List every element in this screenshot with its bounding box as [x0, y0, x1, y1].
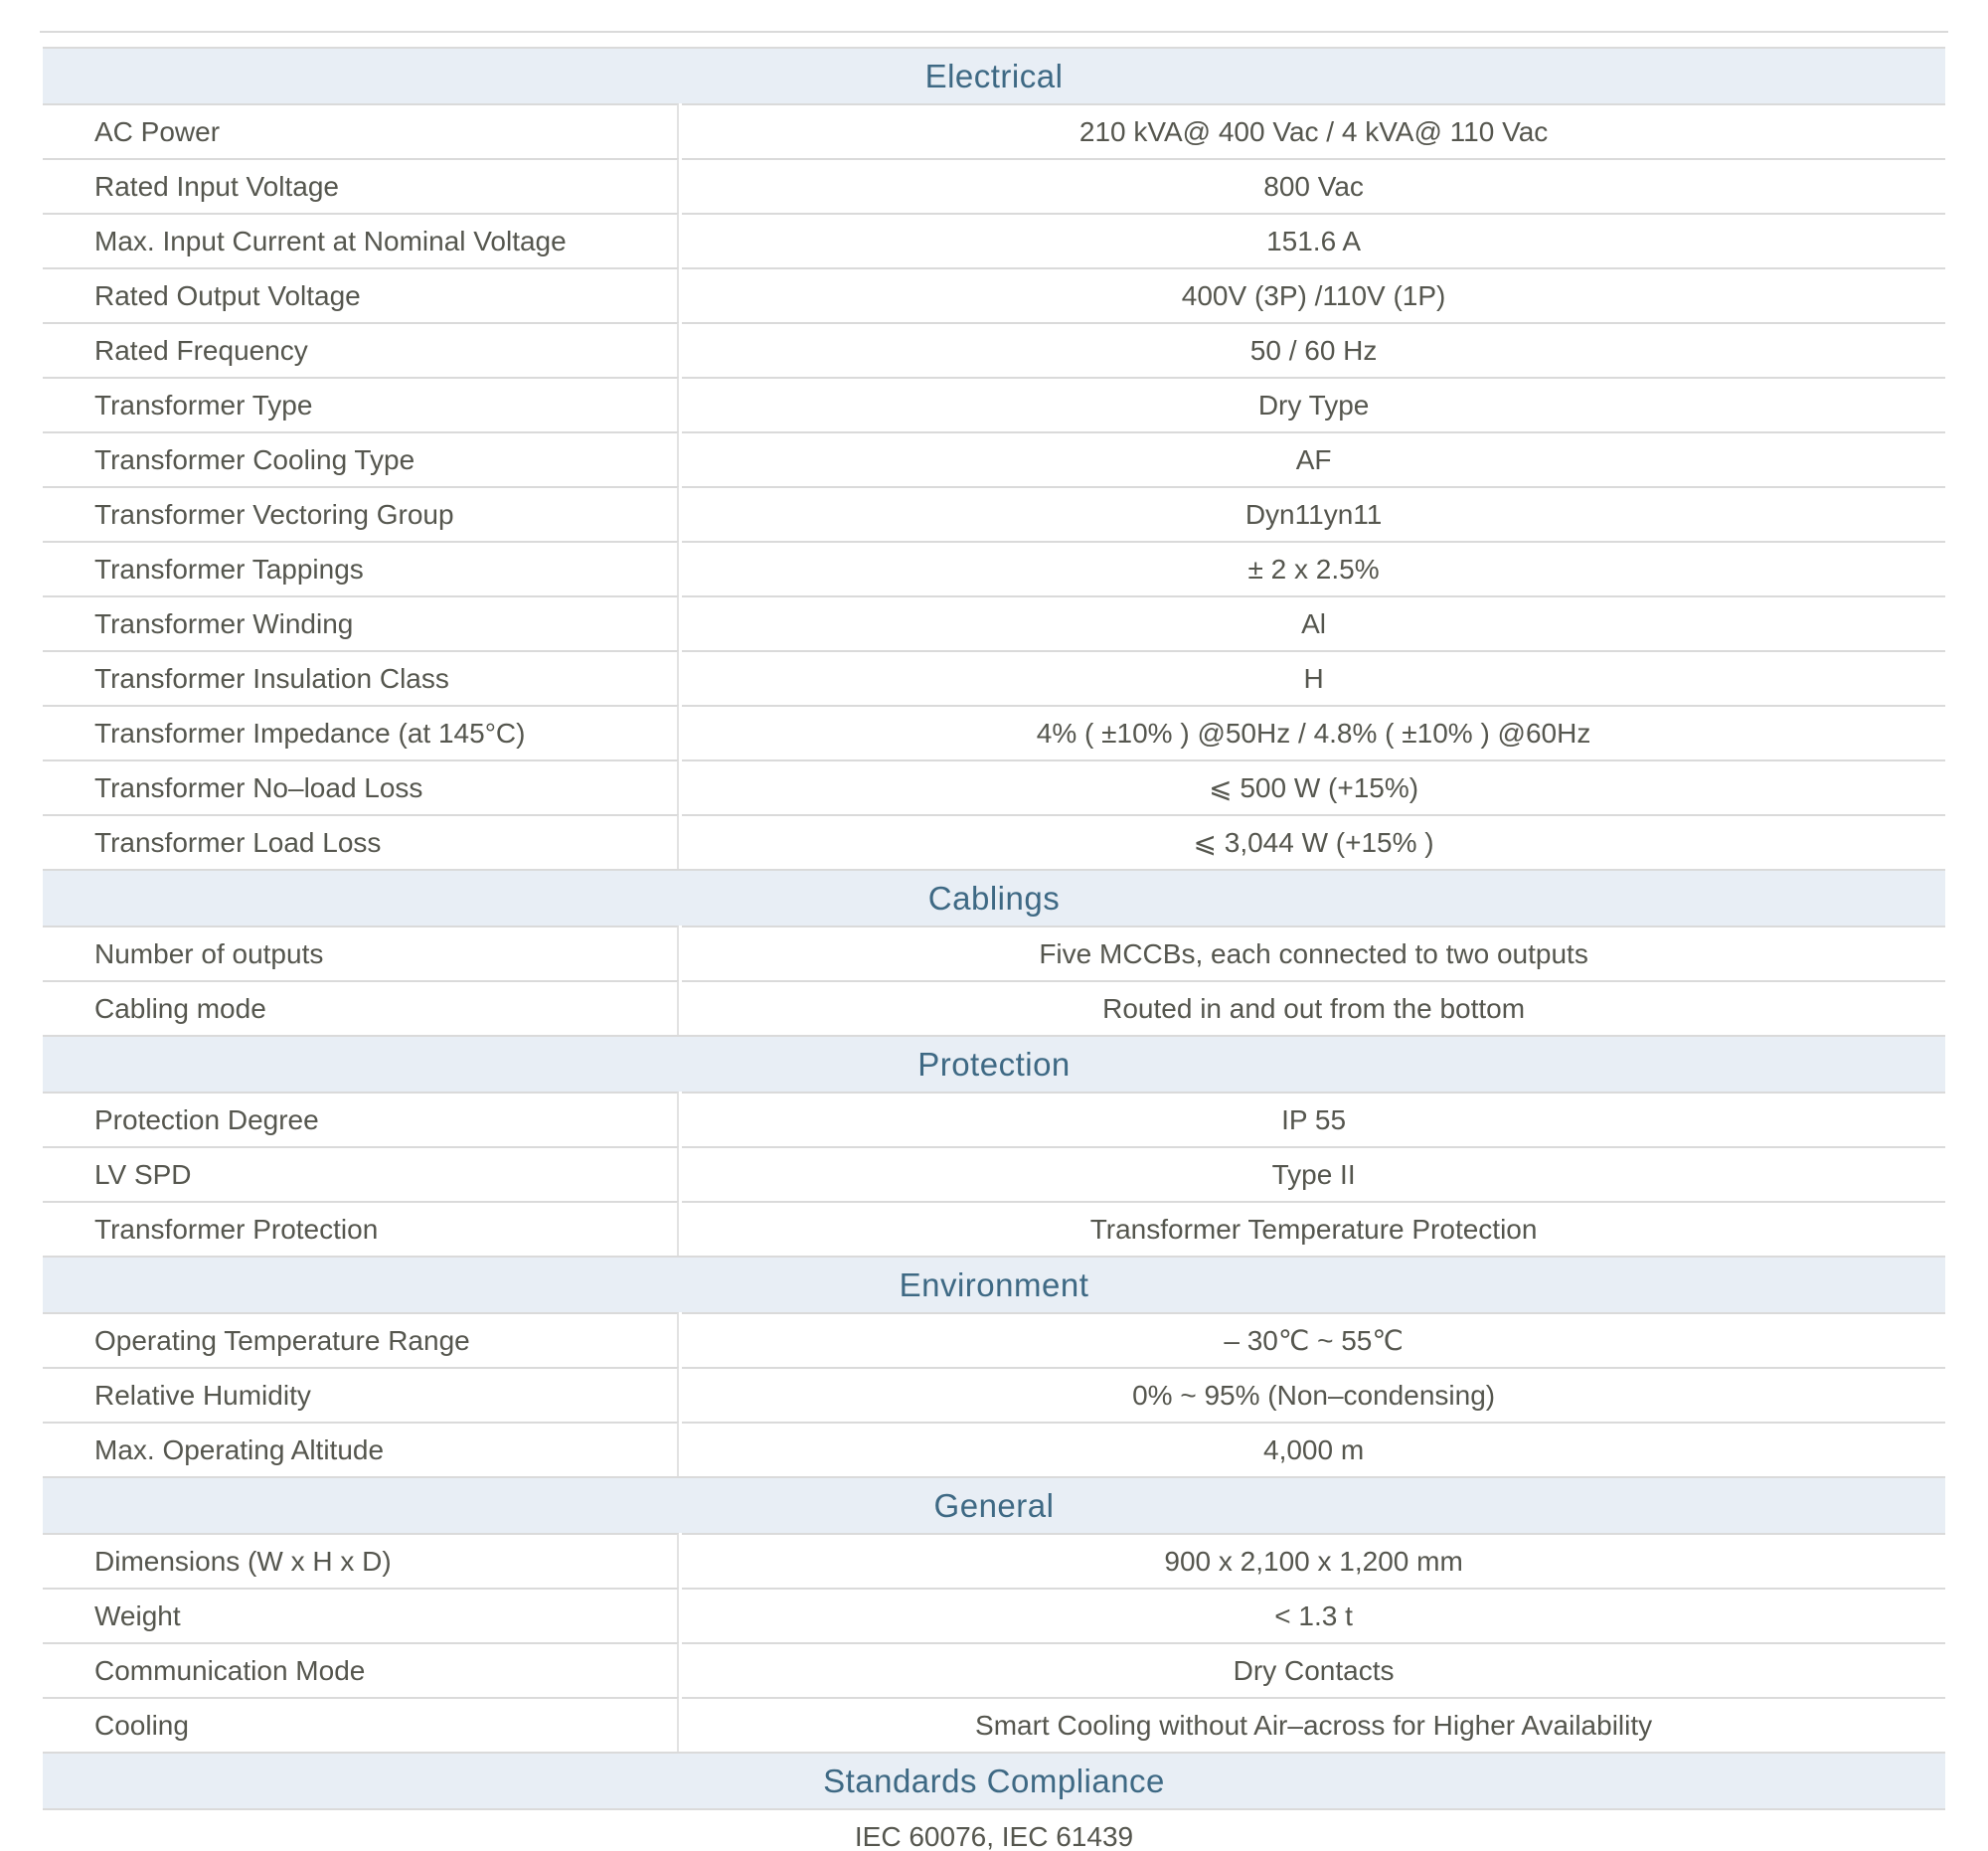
spec-row-transformer-no-load-loss: [43, 759, 1945, 814]
spec-label: Max. Input Current at Nominal Voltage: [43, 213, 679, 267]
section-header-general: General: [43, 1476, 1945, 1533]
spec-value: Type II: [682, 1146, 1945, 1201]
spec-value: 800 Vac: [682, 158, 1945, 213]
spec-label: Cooling: [43, 1697, 679, 1752]
spec-label: Transformer Vectoring Group: [43, 486, 679, 541]
spec-row-rated-frequency: [43, 322, 1945, 377]
section-row-environment: [43, 1256, 1945, 1312]
spec-value: < 1.3 t: [682, 1588, 1945, 1642]
spec-label: Transformer Cooling Type: [43, 431, 679, 486]
section-header-electrical: Electrical: [43, 47, 1945, 103]
spec-row-cooling: [43, 1697, 1945, 1752]
spec-label: Transformer Impedance (at 145°C): [43, 705, 679, 759]
spec-value: AF: [682, 431, 1945, 486]
spec-row-ac-power: [43, 103, 1945, 158]
spec-label: Transformer Type: [43, 377, 679, 431]
spec-label: Rated Output Voltage: [43, 267, 679, 322]
spec-row-dimensions-w-x-h-x-d: [43, 1533, 1945, 1588]
spec-label: Transformer Protection: [43, 1201, 679, 1256]
spec-label: Transformer Winding: [43, 595, 679, 650]
spec-value: Routed in and out from the bottom: [682, 980, 1945, 1035]
spec-label: AC Power: [43, 103, 679, 158]
spec-row-transformer-cooling-type: [43, 431, 1945, 486]
spec-value: 900 x 2,100 x 1,200 mm: [682, 1533, 1945, 1588]
spec-row-transformer-impedance-at-145-c: [43, 705, 1945, 759]
table-top-rule: [40, 31, 1948, 33]
spec-value: Transformer Temperature Protection: [682, 1201, 1945, 1256]
spec-value: Smart Cooling without Air–across for Higher Availability: [682, 1697, 1945, 1752]
spec-value: Dry Contacts: [682, 1642, 1945, 1697]
spec-value: 50 / 60 Hz: [682, 322, 1945, 377]
spec-full-value: IEC 60076, IEC 61439: [43, 1808, 1945, 1851]
spec-label: Max. Operating Altitude: [43, 1422, 679, 1476]
spec-row-cabling-mode: [43, 980, 1945, 1035]
spec-value: Al: [682, 595, 1945, 650]
spec-value: 151.6 A: [682, 213, 1945, 267]
section-header-standards-compliance: Standards Compliance: [43, 1752, 1945, 1808]
section-header-cablings: Cablings: [43, 869, 1945, 926]
spec-row-transformer-type: [43, 377, 1945, 431]
spec-row-weight: [43, 1588, 1945, 1642]
section-row-electrical: [43, 47, 1945, 103]
spec-label: Transformer Load Loss: [43, 814, 679, 869]
spec-row-rated-output-voltage: [43, 267, 1945, 322]
spec-row-transformer-insulation-class: [43, 650, 1945, 705]
spec-label: Number of outputs: [43, 926, 679, 980]
spec-row-max-input-current-at-nominal-voltage: [43, 213, 1945, 267]
section-row-protection: [43, 1035, 1945, 1092]
section-header-environment: Environment: [43, 1256, 1945, 1312]
spec-table: [40, 47, 1948, 1851]
spec-label: Rated Frequency: [43, 322, 679, 377]
section-row-cablings: [43, 869, 1945, 926]
spec-row-transformer-vectoring-group: [43, 486, 1945, 541]
spec-value: H: [682, 650, 1945, 705]
section-row-general: [43, 1476, 1945, 1533]
spec-label: Cabling mode: [43, 980, 679, 1035]
spec-full-row: [43, 1808, 1945, 1851]
spec-value: IP 55: [682, 1092, 1945, 1146]
spec-value: ⩽ 500 W (+15%): [682, 759, 1945, 814]
spec-row-transformer-load-loss: [43, 814, 1945, 869]
spec-value: Dry Type: [682, 377, 1945, 431]
spec-value: 4,000 m: [682, 1422, 1945, 1476]
spec-row-protection-degree: [43, 1092, 1945, 1146]
spec-label: Transformer Tappings: [43, 541, 679, 595]
spec-row-operating-temperature-range: [43, 1312, 1945, 1367]
spec-row-relative-humidity: [43, 1367, 1945, 1422]
spec-label: Transformer Insulation Class: [43, 650, 679, 705]
spec-value: 0% ~ 95% (Non–condensing): [682, 1367, 1945, 1422]
spec-value: ± 2 x 2.5%: [682, 541, 1945, 595]
spec-value: 400V (3P) /110V (1P): [682, 267, 1945, 322]
spec-value: 4% ( ±10% ) @50Hz / 4.8% ( ±10% ) @60Hz: [682, 705, 1945, 759]
spec-label: Protection Degree: [43, 1092, 679, 1146]
spec-value: – 30℃ ~ 55℃: [682, 1312, 1945, 1367]
spec-row-transformer-winding: [43, 595, 1945, 650]
spec-value: Dyn11yn11: [682, 486, 1945, 541]
spec-row-transformer-protection: [43, 1201, 1945, 1256]
spec-label: Dimensions (W x H x D): [43, 1533, 679, 1588]
section-row-standards-compliance: [43, 1752, 1945, 1808]
spec-label: Operating Temperature Range: [43, 1312, 679, 1367]
spec-label: Communication Mode: [43, 1642, 679, 1697]
spec-value: ⩽ 3,044 W (+15% ): [682, 814, 1945, 869]
spec-row-max-operating-altitude: [43, 1422, 1945, 1476]
spec-row-number-of-outputs: [43, 926, 1945, 980]
spec-row-rated-input-voltage: [43, 158, 1945, 213]
spec-label: Relative Humidity: [43, 1367, 679, 1422]
spec-table-body: [43, 47, 1945, 1851]
spec-table-container: [40, 31, 1948, 1851]
spec-value: 210 kVA@ 400 Vac / 4 kVA@ 110 Vac: [682, 103, 1945, 158]
spec-row-lv-spd: [43, 1146, 1945, 1201]
spec-label: Rated Input Voltage: [43, 158, 679, 213]
spec-row-communication-mode: [43, 1642, 1945, 1697]
spec-row-transformer-tappings: [43, 541, 1945, 595]
spec-label: LV SPD: [43, 1146, 679, 1201]
spec-label: Transformer No–load Loss: [43, 759, 679, 814]
spec-label: Weight: [43, 1588, 679, 1642]
section-header-protection: Protection: [43, 1035, 1945, 1092]
spec-value: Five MCCBs, each connected to two outputs: [682, 926, 1945, 980]
